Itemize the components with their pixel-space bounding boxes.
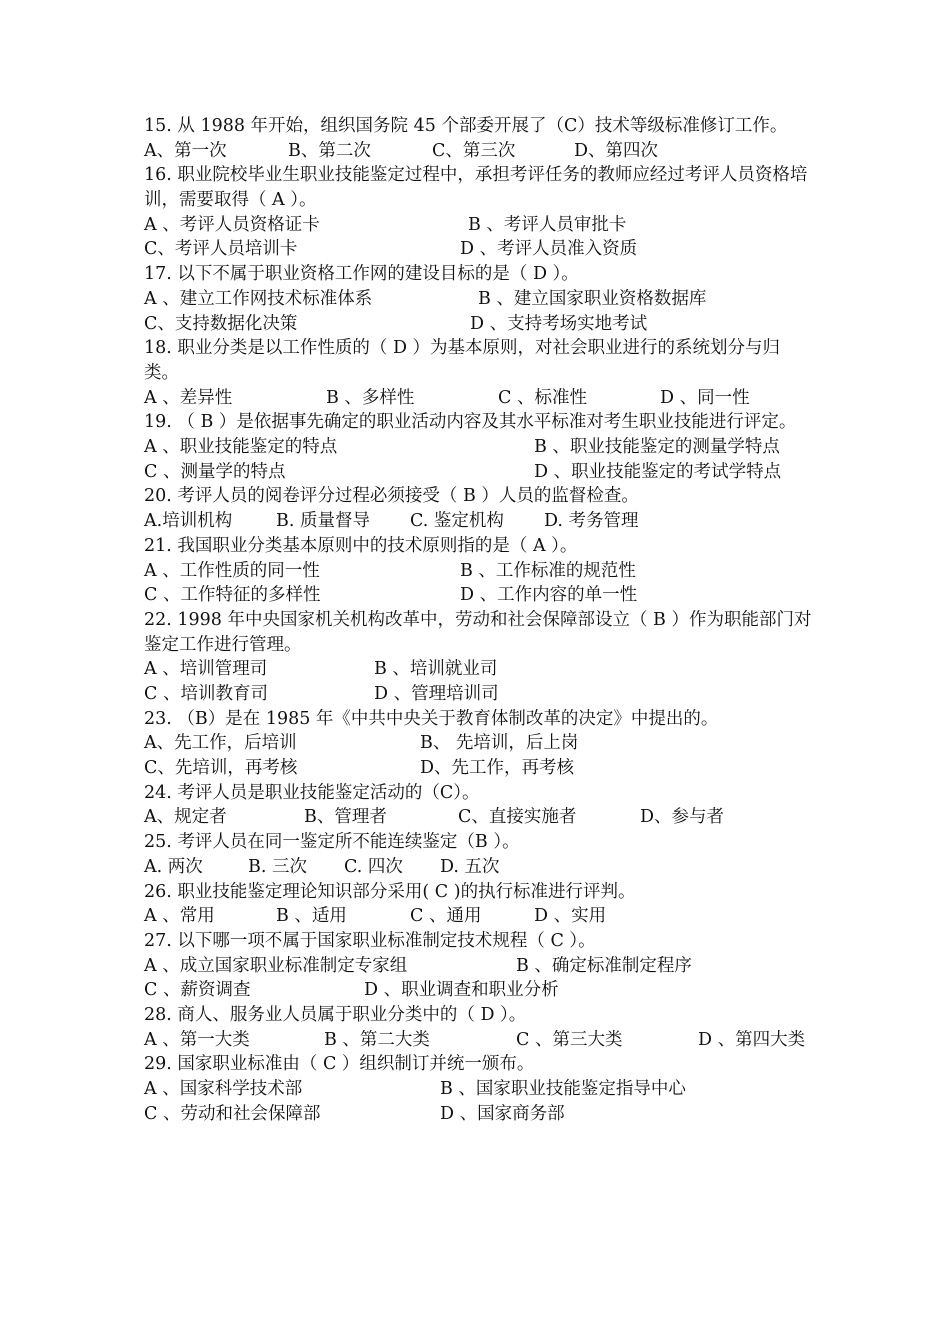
answer-option: D 、职业技能鉴定的考试学特点: [534, 461, 782, 482]
answer-option: A 、职业技能鉴定的特点: [144, 437, 338, 458]
answer-option: C 、标准性: [498, 387, 587, 408]
question-block: [144, 707, 814, 781]
answer-option: B 、国家职业技能鉴定指导中心: [440, 1079, 686, 1100]
options-row: [144, 509, 814, 534]
question-text: 27. 以下哪一项不属于国家职业标准制定技术规程（ C ）。: [144, 930, 596, 951]
options-row: [144, 386, 814, 411]
answer-option: A 、工作性质的同一性: [144, 560, 320, 581]
options-row: [144, 731, 814, 756]
answer-option: A 、考评人员资格证卡: [144, 214, 320, 235]
answer-option: A 、建立工作网技术标准体系: [144, 288, 373, 309]
question-text: 19. （ B ）是依据事先确定的职业活动内容及其水平标准对考生职业技能进行评定。: [144, 412, 797, 433]
answer-option: C、考评人员培训卡: [144, 239, 298, 260]
exam-document: [144, 114, 814, 1126]
answer-option: C、第三次: [432, 140, 516, 161]
answer-option: D 、国家商务部: [440, 1103, 565, 1124]
answer-option: D. 五次: [440, 856, 500, 877]
question-text: 17. 以下不属于职业资格工作网的建设目标的是（ D ）。: [144, 264, 579, 285]
question-text: 26. 职业技能鉴定理论知识部分采用( C )的执行标准进行评判。: [144, 881, 636, 902]
answer-option: B 、工作标准的规范性: [460, 560, 636, 581]
answer-option: D 、第四大类: [698, 1029, 806, 1050]
options-row: [144, 213, 814, 238]
answer-option: A、第一次: [144, 140, 227, 161]
question-block: [144, 262, 814, 336]
answer-option: A、先工作，后培训: [144, 733, 297, 754]
answer-option: B 、建立国家职业资格数据库: [478, 288, 707, 309]
answer-option: A. 两次: [144, 856, 203, 877]
answer-option: C 、培训教育司: [144, 683, 268, 704]
answer-option: D 、工作内容的单一性: [460, 585, 638, 606]
answer-option: B. 质量督导: [276, 511, 370, 532]
answer-option: D、先工作，再考核: [420, 758, 575, 779]
question-text: 28. 商人、服务业人员属于职业分类中的（ D ）。: [144, 1005, 527, 1025]
question-block: [144, 114, 814, 163]
question-text: 16. 职业院校毕业生职业技能鉴定过程中，承担考评任务的教师应经过考评人员资格培训，需要取得（ A ）。: [144, 165, 808, 211]
answer-option: C、先培训，再考核: [144, 758, 298, 779]
options-row: [144, 139, 814, 164]
answer-option: B 、适用: [276, 906, 347, 927]
options-row: [144, 1028, 814, 1053]
answer-option: D 、同一性: [660, 387, 750, 408]
answer-option: D、第四次: [574, 140, 659, 161]
question-text: 15. 从 1988 年开始，组织国务院 45 个部委开展了（C）技术等级标准修订工作。: [144, 116, 788, 136]
options-row: [144, 756, 814, 781]
options-row: [144, 682, 814, 707]
question-text: 23. （B）是在 1985 年《中共中央关于教育体制改革的决定》中提出的。: [144, 708, 719, 729]
question-block: [144, 163, 814, 262]
question-block: [144, 781, 814, 830]
question-block: [144, 336, 814, 410]
answer-option: D、参与者: [640, 807, 725, 828]
answer-option: C. 四次: [344, 856, 403, 877]
answer-option: B 、第二大类: [324, 1029, 430, 1050]
options-row: [144, 559, 814, 584]
answer-option: D 、职业调查和职业分析: [364, 980, 559, 1001]
options-row: [144, 237, 814, 262]
answer-option: B 、职业技能鉴定的测量学特点: [534, 437, 780, 458]
answer-option: C 、测量学的特点: [144, 461, 286, 482]
question-block: [144, 1052, 814, 1126]
options-row: [144, 312, 814, 337]
question-block: [144, 929, 814, 1003]
question-block: [144, 1003, 814, 1052]
options-row: [144, 460, 814, 485]
question-text: 20. 考评人员的阅卷评分过程必须接受（ B ）人员的监督检查。: [144, 486, 639, 507]
question-text: 21. 我国职业分类基本原则中的技术原则指的是（ A ）。: [144, 535, 578, 556]
options-row: [144, 805, 814, 830]
options-row: [144, 954, 814, 979]
answer-option: A、规定者: [144, 807, 227, 828]
answer-option: B 、确定标准制定程序: [516, 955, 692, 976]
answer-option: C 、工作特征的多样性: [144, 585, 321, 606]
answer-option: B、管理者: [304, 807, 387, 828]
answer-option: C 、通用: [410, 906, 482, 927]
question-text: 25. 考评人员在同一鉴定所不能连续鉴定（B ）。: [144, 832, 520, 853]
answer-option: B 、多样性: [326, 387, 415, 408]
question-block: [144, 410, 814, 484]
answer-option: B 、考评人员审批卡: [468, 214, 627, 235]
options-row: [144, 435, 814, 460]
options-row: [144, 1102, 814, 1127]
answer-option: A 、培训管理司: [144, 659, 268, 680]
question-text: 24. 考评人员是职业技能鉴定活动的（C）。: [144, 782, 480, 803]
question-text: 29. 国家职业标准由（ C ）组织制订并统一颁布。: [144, 1054, 535, 1075]
answer-option: A.培训机构: [144, 511, 233, 532]
answer-option: B 、培训就业司: [374, 659, 498, 680]
answer-option: A 、常用: [144, 906, 215, 927]
answer-option: A 、成立国家职业标准制定专家组: [144, 955, 408, 976]
answer-option: A 、差异性: [144, 387, 233, 408]
answer-option: C 、第三大类: [516, 1029, 623, 1050]
answer-option: B、第二次: [288, 140, 371, 161]
answer-option: B. 三次: [248, 856, 307, 877]
answer-option: D 、实用: [534, 906, 607, 927]
answer-option: D 、管理培训司: [374, 683, 499, 704]
question-block: [144, 830, 814, 879]
options-row: [144, 657, 814, 682]
options-row: [144, 978, 814, 1003]
answer-option: C. 鉴定机构: [410, 511, 504, 532]
options-row: [144, 904, 814, 929]
question-block: [144, 608, 814, 707]
answer-option: C、直接实施者: [458, 807, 577, 828]
answer-option: D 、支持考场实地考试: [470, 313, 648, 334]
options-row: [144, 287, 814, 312]
answer-option: C、支持数据化决策: [144, 313, 298, 334]
answer-option: B、 先培训，后上岗: [420, 733, 579, 754]
answer-option: A 、国家科学技术部: [144, 1079, 303, 1100]
options-row: [144, 1077, 814, 1102]
answer-option: A 、第一大类: [144, 1029, 250, 1050]
options-row: [144, 855, 814, 880]
answer-option: C 、劳动和社会保障部: [144, 1103, 321, 1124]
question-text: 18. 职业分类是以工作性质的（ D ）为基本原则，对社会职业进行的系统划分与归类。: [144, 338, 781, 383]
answer-option: C 、薪资调查: [144, 980, 251, 1001]
question-block: [144, 880, 814, 929]
question-text: 22. 1998 年中央国家机关机构改革中，劳动和社会保障部设立（ B ）作为职能部门对鉴定工作进行管理。: [144, 609, 812, 655]
question-block: [144, 484, 814, 533]
answer-option: D 、考评人员准入资质: [460, 239, 638, 260]
options-row: [144, 583, 814, 608]
question-block: [144, 534, 814, 608]
answer-option: D. 考务管理: [544, 511, 639, 532]
